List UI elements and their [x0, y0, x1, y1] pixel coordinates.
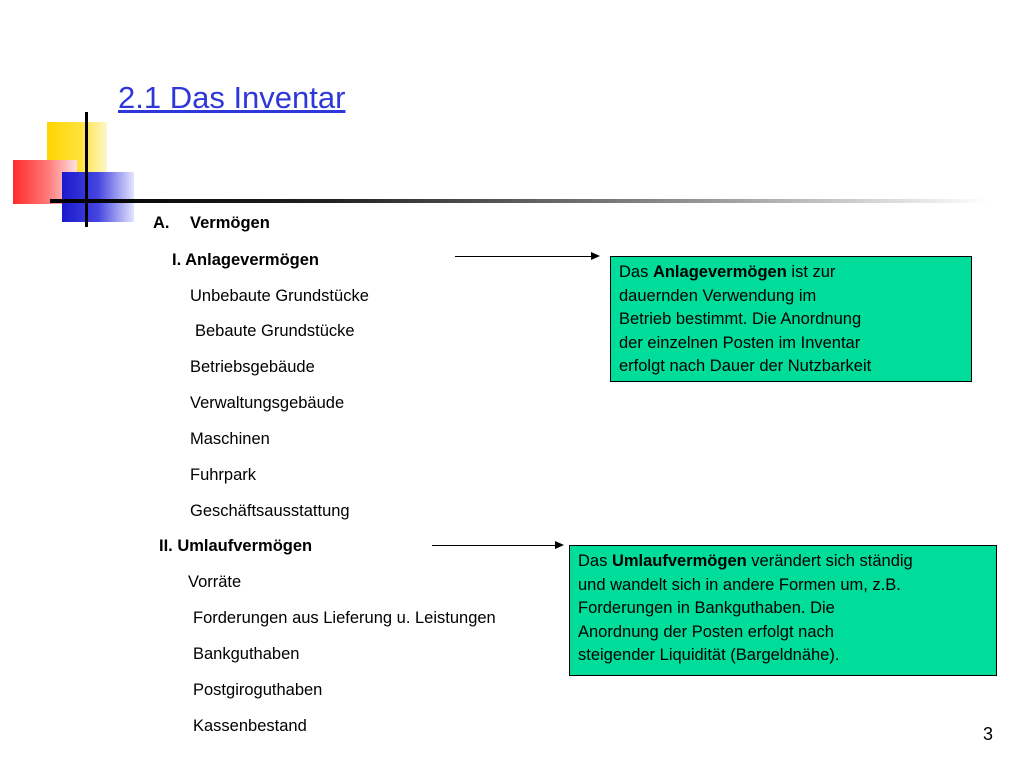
arrow-to-anlage-box [455, 256, 598, 257]
anlage-explanation-box [610, 256, 972, 382]
section-letter: A. [153, 214, 170, 232]
box1-bold: Anlagevermögen [652, 263, 787, 281]
umlauf-item: Vorräte [188, 573, 242, 591]
box1-line [619, 261, 963, 285]
anlage-item: Bebaute Grundstücke [195, 322, 355, 340]
umlauf-explanation-box [569, 545, 997, 676]
arrow-to-umlauf-box [432, 545, 562, 546]
anlage-item: Verwaltungsgebäude [190, 394, 345, 412]
box2-rest: verändert sich ständig [746, 552, 913, 570]
decor-vertical-line [85, 112, 88, 227]
anlage-heading: I. Anlagevermögen [172, 251, 320, 269]
umlauf-item: Bankguthaben [193, 645, 300, 663]
box1-line: Betrieb bestimmt. Die Anordnung [619, 310, 862, 328]
decor-blue-square [62, 172, 134, 222]
anlage-item: Geschäftsausstattung [190, 502, 350, 520]
umlauf-heading: II. Umlaufvermögen [159, 537, 313, 555]
box1-rest: ist zur [786, 263, 836, 281]
box2-bold: Umlaufvermögen [611, 552, 747, 570]
anlage-item: Maschinen [190, 430, 270, 448]
umlauf-item: Kassenbestand [193, 717, 307, 735]
title-underline-rule [50, 199, 990, 203]
anlage-item: Betriebsgebäude [190, 358, 315, 376]
box2-line: Anordnung der Posten erfolgt nach [578, 622, 834, 641]
box1-pre: Das [619, 263, 653, 281]
box2-line: Forderungen in Bankguthaben. Die [578, 599, 835, 617]
umlauf-item: Postgiroguthaben [193, 681, 323, 699]
anlage-item: Unbebaute Grundstücke [190, 287, 369, 305]
box2-line [578, 550, 988, 574]
section-heading: Vermögen [190, 214, 270, 232]
page-number: 3 [982, 724, 993, 744]
umlauf-item: Forderungen aus Lieferung u. Leistungen [193, 609, 496, 627]
box1-line: der einzelnen Posten im Inventar [619, 333, 861, 352]
box2-line: steigender Liquidität (Bargeldnähe). [578, 646, 840, 664]
slide-title[interactable]: 2.1 Das Inventar [118, 80, 346, 115]
anlage-item: Fuhrpark [190, 466, 257, 484]
box2-line: und wandelt sich in andere Formen um, z.B. [578, 575, 901, 594]
box1-line: dauernden Verwendung im [619, 286, 817, 305]
box2-pre: Das [578, 552, 612, 570]
box1-line: erfolgt nach Dauer der Nutzbarkeit [619, 357, 872, 375]
